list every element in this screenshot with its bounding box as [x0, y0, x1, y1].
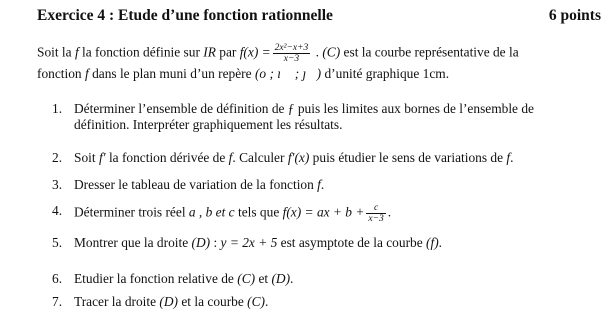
curve-symbol: (C)	[322, 44, 341, 60]
function-expression: f(x) =	[239, 44, 271, 60]
intro-text: fonction	[37, 66, 85, 81]
question-text: et la courbe	[178, 294, 248, 309]
function-symbol: f	[74, 44, 79, 60]
line-symbol: (D)	[191, 235, 211, 250]
decomposition-expression: f(x) = ax + b +	[282, 204, 365, 220]
question-number: 2.	[52, 150, 63, 165]
question-text-continued: définition. Interpréter graphiquement les résultats.	[74, 117, 343, 132]
question-text: .	[290, 271, 294, 286]
derivative-expression: f′(x)	[287, 150, 310, 165]
derivative-symbol: f′	[98, 150, 106, 165]
question-text: .	[265, 294, 269, 309]
fraction-numerator: c	[366, 203, 385, 214]
function-symbol: f	[228, 150, 233, 165]
question-text: puis étudier le sens de variations de	[309, 150, 507, 165]
exercise-header	[37, 7, 601, 25]
question-2	[52, 150, 601, 166]
curve-symbol: (C)	[247, 294, 266, 309]
question-text: .	[510, 150, 514, 165]
intro-text: Soit la	[37, 44, 75, 60]
function-symbol: f	[84, 66, 89, 81]
question-text: est asymptote de la courbe	[277, 235, 427, 250]
question-text: Déterminer l’ensemble de définition de ƒ puis les limites aux bornes de l’ensemble de	[74, 101, 534, 116]
question-text: tels que	[234, 204, 283, 220]
line-symbol: (D)	[271, 271, 291, 286]
intro-line-1	[37, 43, 603, 64]
question-3	[52, 177, 601, 193]
exercise-points: 6 points	[548, 7, 601, 24]
intro-text: est la courbe représentative de la	[340, 44, 519, 60]
line-symbol: (D)	[159, 294, 178, 309]
curve-symbol: (f)	[426, 235, 439, 250]
intro-text: dans le plan muni d’un repère	[88, 66, 255, 81]
question-5	[52, 235, 601, 251]
question-text: la fonction dérivée de	[105, 150, 229, 165]
intro-text: .	[312, 44, 323, 60]
question-text: Soit	[74, 150, 99, 165]
question-number: 6.	[52, 271, 63, 286]
question-text: .	[320, 177, 325, 192]
function-symbol: f	[317, 177, 321, 192]
question-number: 5.	[52, 235, 63, 250]
question-number: 4.	[52, 203, 63, 218]
question-text: Tracer la droite	[74, 294, 160, 309]
intro-text: d’unité graphique 1cm.	[321, 66, 450, 81]
question-number: 1.	[52, 101, 63, 116]
question-1	[52, 101, 601, 133]
fraction-numerator: 2x²−x+3	[274, 43, 309, 53]
question-text: :	[210, 235, 221, 250]
question-6	[52, 271, 601, 287]
function-symbol: f	[506, 150, 511, 165]
exercise-title: Exercice 4 : Etude d’une fonction rationnelle	[37, 7, 333, 24]
question-text: et	[255, 271, 272, 286]
fraction-denominator: x−3	[368, 214, 384, 224]
asymptote-equation: y = 2x + 5	[220, 235, 278, 250]
intro-text: la fonction définie sur	[78, 44, 204, 60]
domain-symbol: IR	[203, 44, 216, 60]
question-number: 7.	[52, 294, 63, 309]
curve-symbol: (C)	[237, 271, 256, 286]
question-text: .	[438, 235, 443, 250]
question-text: Montrer que la droite	[74, 235, 192, 250]
question-text: Déterminer trois réel	[74, 204, 189, 220]
question-7	[52, 294, 601, 310]
frame-symbol: (o ; ı⃗ ; ȷ⃗)	[254, 66, 322, 81]
question-text: . Calculer	[232, 150, 288, 165]
fraction-denominator: x−3	[283, 54, 300, 64]
unknowns: a , b et c	[188, 204, 235, 220]
question-text: Dresser le tableau de variation de la fonction	[74, 177, 318, 192]
question-text: Etudier la fonction relative de	[74, 271, 238, 286]
question-text: .	[387, 204, 392, 220]
question-4	[52, 203, 601, 224]
decomposition-fraction	[366, 203, 385, 224]
question-number: 3.	[52, 177, 63, 192]
intro-text: par	[215, 44, 240, 60]
intro-line-2	[37, 65, 449, 83]
function-fraction	[273, 43, 311, 64]
